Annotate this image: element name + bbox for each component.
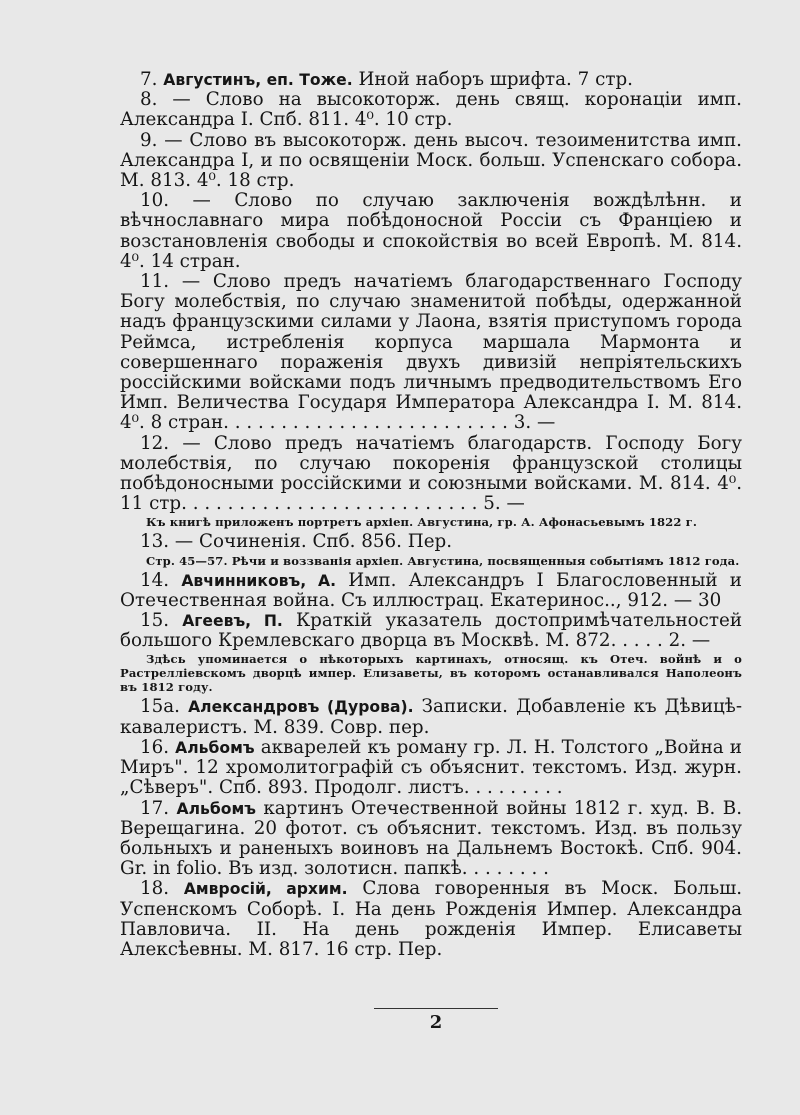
bibliography-text [120,70,742,960]
footer-rule [374,1008,498,1009]
entry-15a: 15а. Александровъ (Дурова). Записки. Добавленіе къ Дѣвицѣ-кавалеристъ. М. 839. Совр. пер. [120,696,742,738]
entry-7: 7. Августинъ, еп. Тоже. Иной наборъ шрифта. 7 стр. [140,69,633,90]
entry-18: 18. Амвросій, архим. Слова говоренныя въ Моск. Больш. Успенскомъ Соборѣ. I. На день Рожденія Импер. Александра Павловича. II. На день рожденія Импер. Елисаветы Алексѣевны. М. 817. 16 стр. Пер. [120,878,743,960]
entry-16: 16. Альбомъ акварелей къ роману гр. Л. Н. Толстого „Война и Миръ". 12 хромолитографій съ объяснит. текстомъ. Изд. журн. „Сѣверъ". Спб. 893. Продолг. листъ. . . . . . . . . [120,736,742,799]
entry-12: 12. — Слово предъ начатіемъ благодарств. Господу Богу молебствія, по случаю покоренія французской столицы побѣдоносными россійскими и союзными войсками. М. 814. 4⁰. 11 стр. . . . . . . . . . . . . . . . . . . . . . . . . . 5. — [120,432,742,515]
entry-13: 13. — Сочиненія. Спб. 856. Пер. [140,531,453,553]
note-12: Къ книгѣ приложенъ портретъ архіеп. Августина, гр. А. Афонасьевымъ 1822 г. [146,515,697,530]
entry-8: 8. — Слово на высокоторж. день свящ. коронаціи имп. Александра I. Спб. 811. 4⁰. 10 стр. [120,89,742,131]
note-13: Стр. 45—57. Рѣчи и воззванія архіеп. Августина, посвященныя событіямъ 1812 года. [146,553,740,568]
entry-11: 11. — Слово предъ начатіемъ благодарственнаго Господу Богу молебствія, по случаю знаменитой побѣды, одержанной надъ французскими силами у Лаона, взятія приступомъ города Реймса, истребленія корпуса маршала Мармонта и совершеннаго пораженія двухъ дивизій непріятельскихъ россійскими войсками подъ личнымъ предводительствомъ Его Имп. Величества Государя Императора Александра I. М. 814. 4⁰. 8 стран. . . . . . . . . . . . . . . . . . . . . . . . . 3. — [120,271,742,434]
entry-9: 9. — Слово въ высокоторж. день высоч. тезоименитства имп. Александра I, и по освященіи Моск. больш. Успенскаго собора. М. 813. 4⁰. 18 стр. [120,129,742,192]
entry-15: 15. Агеевъ, П. Краткій указатель достопримѣчательностей большого Кремлевскаго дворца въ Москвѣ. М. 872. . . . . 2. — [120,610,743,652]
entry-10: 10. — Слово по случаю заключенія вождѣлѣнн. и вѣчнославнаго мира побѣдоносной Россіи съ Франціею и возстановленія свободы и спокойствія во всей Европѣ. М. 814. 4⁰. 14 стран. [120,190,742,272]
note-15: Здѣсь упоминается о нѣкоторыхъ картинахъ, относящ. къ Отеч. войнѣ и о Растреллiевскомъ дворцѣ импер. Елизаветы, въ которомъ останавливался Наполеонъ въ 1812 году. [120,652,742,695]
page-number: 2 [429,1012,443,1033]
entry-14: 14. Авчинниковъ, А. Имп. Александръ I Благословенный и Отечественная война. Съ иллюстрац. Екатеринос.., 912. — 30 [120,569,742,611]
entry-17: 17. Альбомъ картинъ Отечественной войны 1812 г. худ. В. В. Верещагина. 20 фотот. съ объяснит. текстомъ. Изд. въ пользу больныхъ и раненыхъ воиновъ на Дальнемъ Востокѣ. Спб. 904. Gr. in folio. Въ изд. золотисн. папкѣ. . . . . . . . [120,797,743,880]
